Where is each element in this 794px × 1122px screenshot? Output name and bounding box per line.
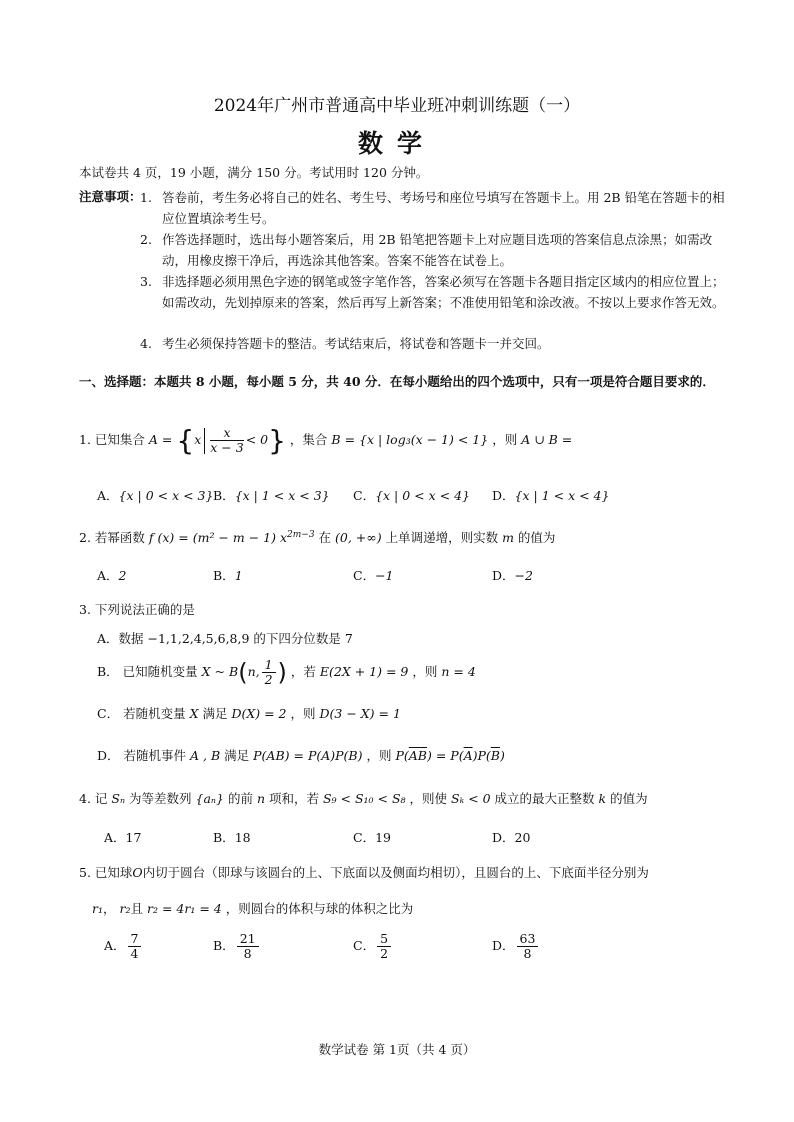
q1-option-a: A．{x | 0 < x < 3} [97, 488, 214, 503]
q3-statement-d: D． 若随机事件 A , B 满足 P(AB) = P(A)P(B) ，则 $P(\overline{AB}) = P(\overline{A})P(\overline{B})$ [97, 748, 505, 763]
notice-item-4: 4. 考生必须保持答题卡的整洁。考试结束后，将试卷和答题卡一并交回。 [140, 336, 550, 351]
fraction: $\frac{21}{8}$ [237, 932, 259, 961]
notice-item-1: 1. 答卷前，考生务必将自己的姓名、考生号、考场号和座位号填写在答题卡上。用 2B 铅笔在答题卡的相应位置填涂考生号。 [140, 190, 725, 226]
question-2-stem: 2. 若幂函数 f (x) = (m² − m − 1) $x^{2m-3}$ 在 (0, +∞) 上单调递增，则实数 m 的值为 [79, 529, 556, 545]
fraction: $\frac{x}{x - 3}$ [210, 425, 244, 455]
exam-intro: 本试卷共 4 页，19 小题，满分 150 分。考试用时 120 分钟。 [79, 165, 429, 180]
q2-option-d: D．−2 [492, 568, 533, 583]
q4-option-c: C．19 [353, 830, 391, 845]
q4-option-d: D．20 [492, 830, 531, 845]
question-1-stem: 1. 已知集合 A = {x $\frac{x}{x - 3}$ < 0} ，集合 B = {x | log₃(x − 1) < 1} ，则 A ∪ B = [79, 424, 573, 457]
fraction: $\frac{1}{2}$ [262, 658, 276, 687]
q3-statement-b: B． 已知随机变量 X ~ B(n, $\frac{1}{2}$ ) ，若 E(2X + 1) = 9 ，则 n = 4 [97, 657, 476, 687]
notice-item-2: 2. 作答选择题时，选出每小题答案后，用 2B 铅笔把答题卡上对应题目选项的答案信息点涂黑；如需改动，用橡皮擦干净后，再选涂其他答案。答案不能答在试卷上。 [140, 232, 713, 268]
q5-option-d: D． $\frac{63}{8}$ [492, 932, 540, 961]
q5-option-a: A． $\frac{7}{4}$ [104, 932, 143, 961]
question-4-stem: 4. 记 Sₙ 为等差数列 {aₙ} 的前 n 项和，若 S₉ < S₁₀ < S₈ ，则使 Sₖ < 0 成立的最大正整数 k 的值为 [79, 791, 648, 806]
q3-statement-a: A．数据 −1,1,2,4,5,6,8,9 的下四分位数是 7 [97, 631, 353, 646]
q1-option-d: D．{x | 1 < x < 4} [492, 488, 610, 503]
fraction: $\frac{7}{4}$ [128, 932, 142, 961]
question-5-stem-line-1: 5. 已知球O内切于圆台（即球与该圆台的上、下底面以及侧面均相切），且圆台的上、下底面半径分别为 [79, 865, 649, 880]
q2-option-c: C．−1 [353, 568, 394, 583]
q1-option-c: C．{x | 0 < x < 4} [353, 488, 470, 503]
section-heading: 一、选择题：本题共 8 小题，每小题 5 分，共 40 分．在每小题给出的四个选项中，只有一项是符合题目要求的． [79, 374, 715, 389]
q5-option-b: B． $\frac{21}{8}$ [213, 932, 261, 961]
q4-option-b: B．18 [213, 830, 251, 845]
notice-item-3: 3. 非选择题必须用黑色字迹的钢笔或签字笔作答，答案必须写在答题卡各题目指定区域内的相应位置上；如需改动，先划掉原来的答案，然后再写上新答案；不准使用铅笔和涂改液。不按以上要求作答无效。 [140, 274, 725, 310]
fraction: $\frac{63}{8}$ [517, 932, 539, 961]
page-footer: 数学试卷 第 1页（共 4 页） [318, 1042, 476, 1057]
q3-statement-c: C． 若随机变量 X 满足 D(X) = 2 ，则 D(3 − X) = 1 [97, 706, 401, 721]
q5-option-c: C． $\frac{5}{2}$ [353, 932, 393, 961]
exam-title: 2024年广州市普通高中毕业班冲刺训练题（一） [213, 96, 581, 116]
question-3-stem: 3. 下列说法正确的是 [79, 602, 195, 617]
subject-title: 数学 [357, 129, 436, 158]
notice-label: 注意事项： [79, 189, 142, 204]
q2-option-b: B．1 [213, 568, 243, 583]
fraction: $\frac{5}{2}$ [377, 932, 391, 961]
q1-option-b: B．{x | 1 < x < 3} [213, 488, 330, 503]
q4-option-a: A．17 [104, 830, 142, 845]
question-5-stem-line-2: r₁， r₂且 r₂ = 4r₁ = 4 ，则圆台的体积与球的体积之比为 [92, 901, 414, 916]
q2-option-a: A．2 [97, 568, 127, 583]
